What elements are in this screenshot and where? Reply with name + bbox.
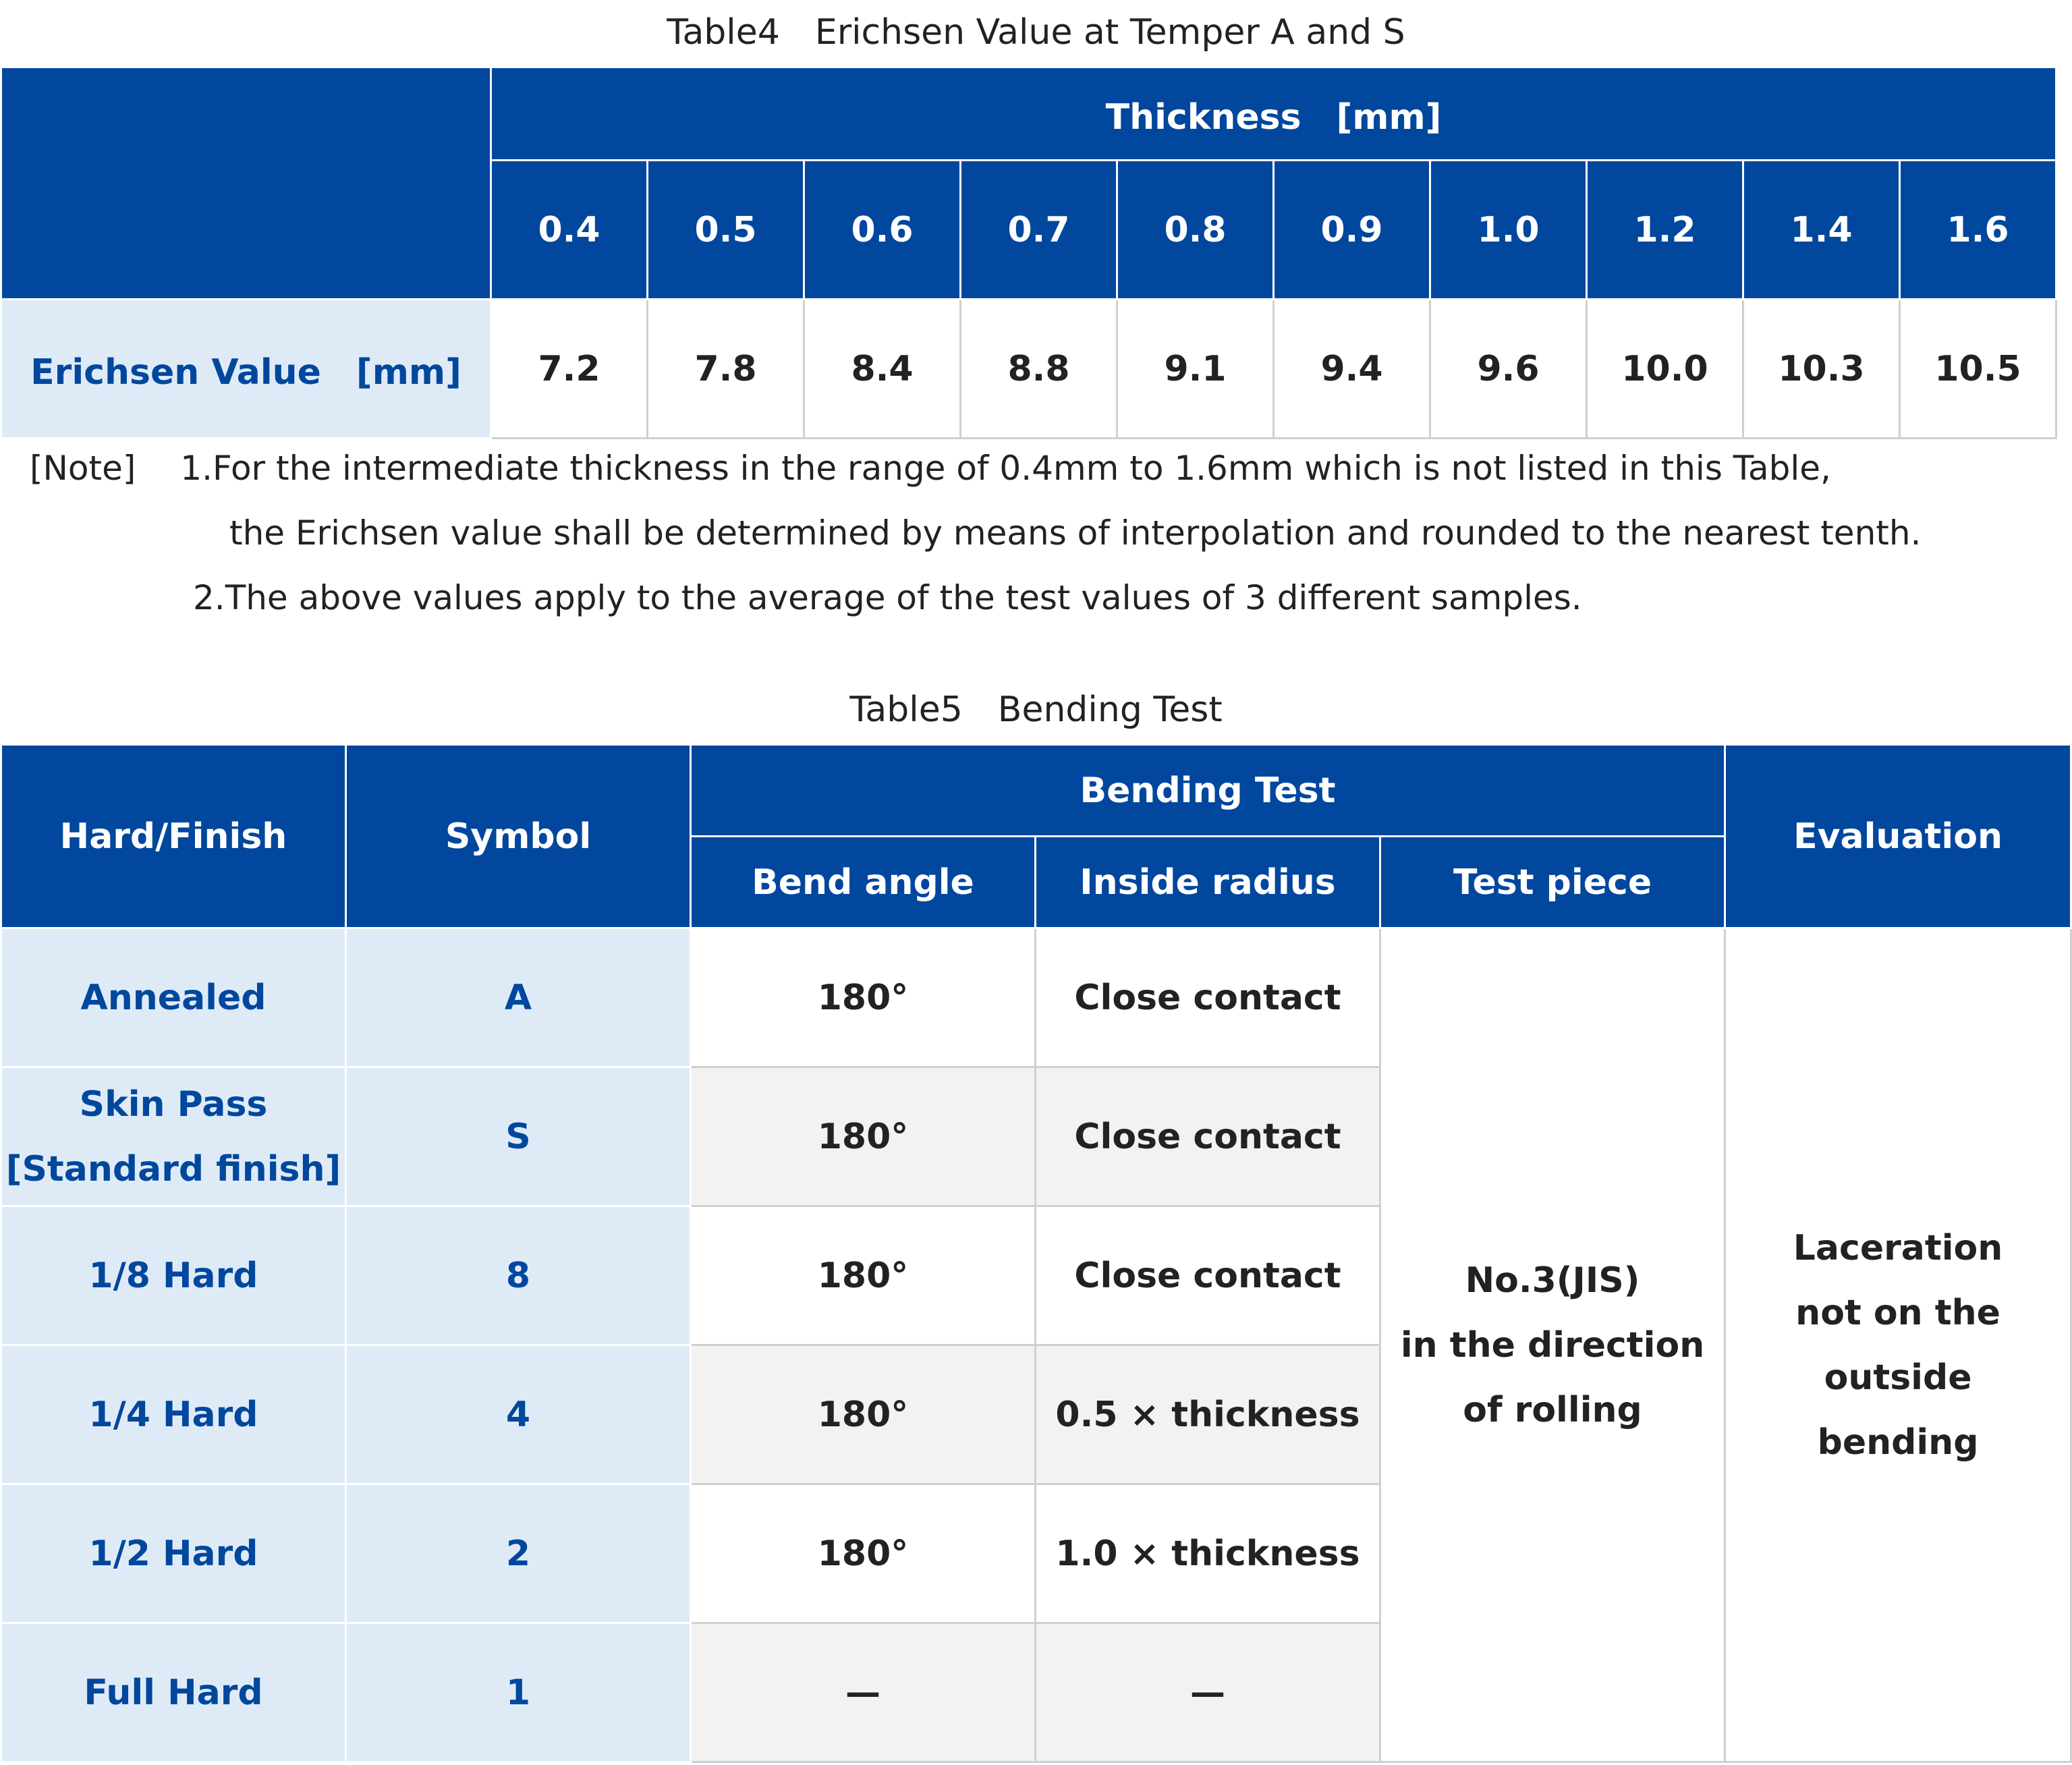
- symbol-cell: 4: [346, 1345, 691, 1484]
- inside-radius-cell: Close contact: [1036, 1067, 1380, 1206]
- inside-radius-header: Inside radius: [1036, 837, 1380, 928]
- evaluation-header: Evaluation: [1725, 745, 2071, 928]
- erichsen-value: 10.5: [1900, 300, 2056, 439]
- hard-finish-sublabel: [Standard finish]: [5, 1148, 341, 1189]
- evaluation-cell: [1725, 928, 2071, 1762]
- erichsen-value: 7.8: [648, 300, 804, 439]
- hard-finish-label: Skin Pass: [79, 1084, 268, 1125]
- hard-finish-label: 1/4 Hard: [88, 1394, 258, 1435]
- hard-finish-label: 1/8 Hard: [88, 1255, 258, 1296]
- bend-angle-cell: 180°: [691, 1345, 1036, 1484]
- hard-finish-label: Annealed: [80, 977, 267, 1018]
- symbol-cell: A: [346, 928, 691, 1067]
- thickness-header: Thickness [mm]: [491, 67, 2056, 161]
- note-line-2: the Erichsen value shall be determined by means of interpolation and rounded to the nearest tenth.: [229, 513, 1922, 553]
- thickness-0-5: 0.5: [648, 161, 804, 300]
- bend-angle-cell: 180°: [691, 1067, 1036, 1206]
- test-piece-line: of rolling: [1463, 1389, 1642, 1430]
- erichsen-row-label: Erichsen Value [mm]: [1, 300, 491, 439]
- symbol-cell: S: [346, 1067, 691, 1206]
- hard-finish-cell: [1, 1067, 346, 1206]
- erichsen-value: 8.8: [961, 300, 1117, 439]
- erichsen-value: 10.3: [1743, 300, 1900, 439]
- bend-angle-cell: 180°: [691, 1484, 1036, 1623]
- hard-finish-cell: [1, 928, 346, 1067]
- inside-radius-cell: Close contact: [1036, 1206, 1380, 1345]
- hard-finish-cell: [1, 1206, 346, 1345]
- symbol-header: Symbol: [346, 745, 691, 928]
- thickness-1-0: 1.0: [1430, 161, 1587, 300]
- symbol-cell: 2: [346, 1484, 691, 1623]
- bend-angle-cell: 180°: [691, 928, 1036, 1067]
- bend-angle-cell: —: [691, 1623, 1036, 1762]
- test-piece-line: in the direction: [1400, 1324, 1705, 1366]
- symbol-cell: 1: [346, 1623, 691, 1762]
- evaluation-line: outside: [1824, 1357, 1972, 1398]
- thickness-0-7: 0.7: [961, 161, 1117, 300]
- bend-angle-header: Bend angle: [691, 837, 1036, 928]
- thickness-1-2: 1.2: [1587, 161, 1743, 300]
- hard-finish-cell: [1, 1484, 346, 1623]
- hard-finish-label: Full Hard: [84, 1672, 263, 1713]
- table-row: [1, 928, 2071, 1067]
- thickness-0-8: 0.8: [1117, 161, 1274, 300]
- hard-finish-cell: [1, 1623, 346, 1762]
- thickness-0-6: 0.6: [804, 161, 961, 300]
- symbol-cell: 8: [346, 1206, 691, 1345]
- erichsen-value: 7.2: [491, 300, 648, 439]
- inside-radius-cell: Close contact: [1036, 928, 1380, 1067]
- erichsen-value: 9.6: [1430, 300, 1587, 439]
- table5-caption: Table5 Bending Test: [849, 690, 1223, 730]
- thickness-0-9: 0.9: [1274, 161, 1430, 300]
- inside-radius-cell: 0.5 × thickness: [1036, 1345, 1380, 1484]
- thickness-1-6: 1.6: [1900, 161, 2056, 300]
- hard-finish-header: Hard/Finish: [1, 745, 346, 928]
- erichsen-value: 10.0: [1587, 300, 1743, 439]
- corner-cell: [1, 67, 491, 300]
- test-piece-cell: [1380, 928, 1725, 1762]
- test-piece-line: No.3(JIS): [1465, 1260, 1640, 1301]
- test-piece-header: Test piece: [1380, 837, 1725, 928]
- inside-radius-cell: —: [1036, 1623, 1380, 1762]
- hard-finish-label: 1/2 Hard: [88, 1533, 258, 1574]
- evaluation-line: Laceration: [1793, 1227, 2003, 1268]
- evaluation-line: not on the: [1795, 1292, 2000, 1333]
- evaluation-line: bending: [1817, 1422, 1979, 1463]
- table4-caption: Table4 Erichsen Value at Temper A and S: [667, 12, 1405, 53]
- note-line-1: [Note] 1.For the intermediate thickness in the range of 0.4mm to 1.6mm which is not listed in this Table,: [30, 449, 1831, 488]
- erichsen-table: [0, 66, 2057, 439]
- bending-test-header: Bending Test: [691, 745, 1725, 837]
- erichsen-value: 9.1: [1117, 300, 1274, 439]
- inside-radius-cell: 1.0 × thickness: [1036, 1484, 1380, 1623]
- erichsen-value: 9.4: [1274, 300, 1430, 439]
- erichsen-value: 8.4: [804, 300, 961, 439]
- thickness-1-4: 1.4: [1743, 161, 1900, 300]
- bend-angle-cell: 180°: [691, 1206, 1036, 1345]
- hard-finish-cell: [1, 1345, 346, 1484]
- note-line-3: 2.The above values apply to the average of the test values of 3 different samples.: [193, 578, 1582, 617]
- bending-test-table: [0, 744, 2072, 1763]
- thickness-0-4: 0.4: [491, 161, 648, 300]
